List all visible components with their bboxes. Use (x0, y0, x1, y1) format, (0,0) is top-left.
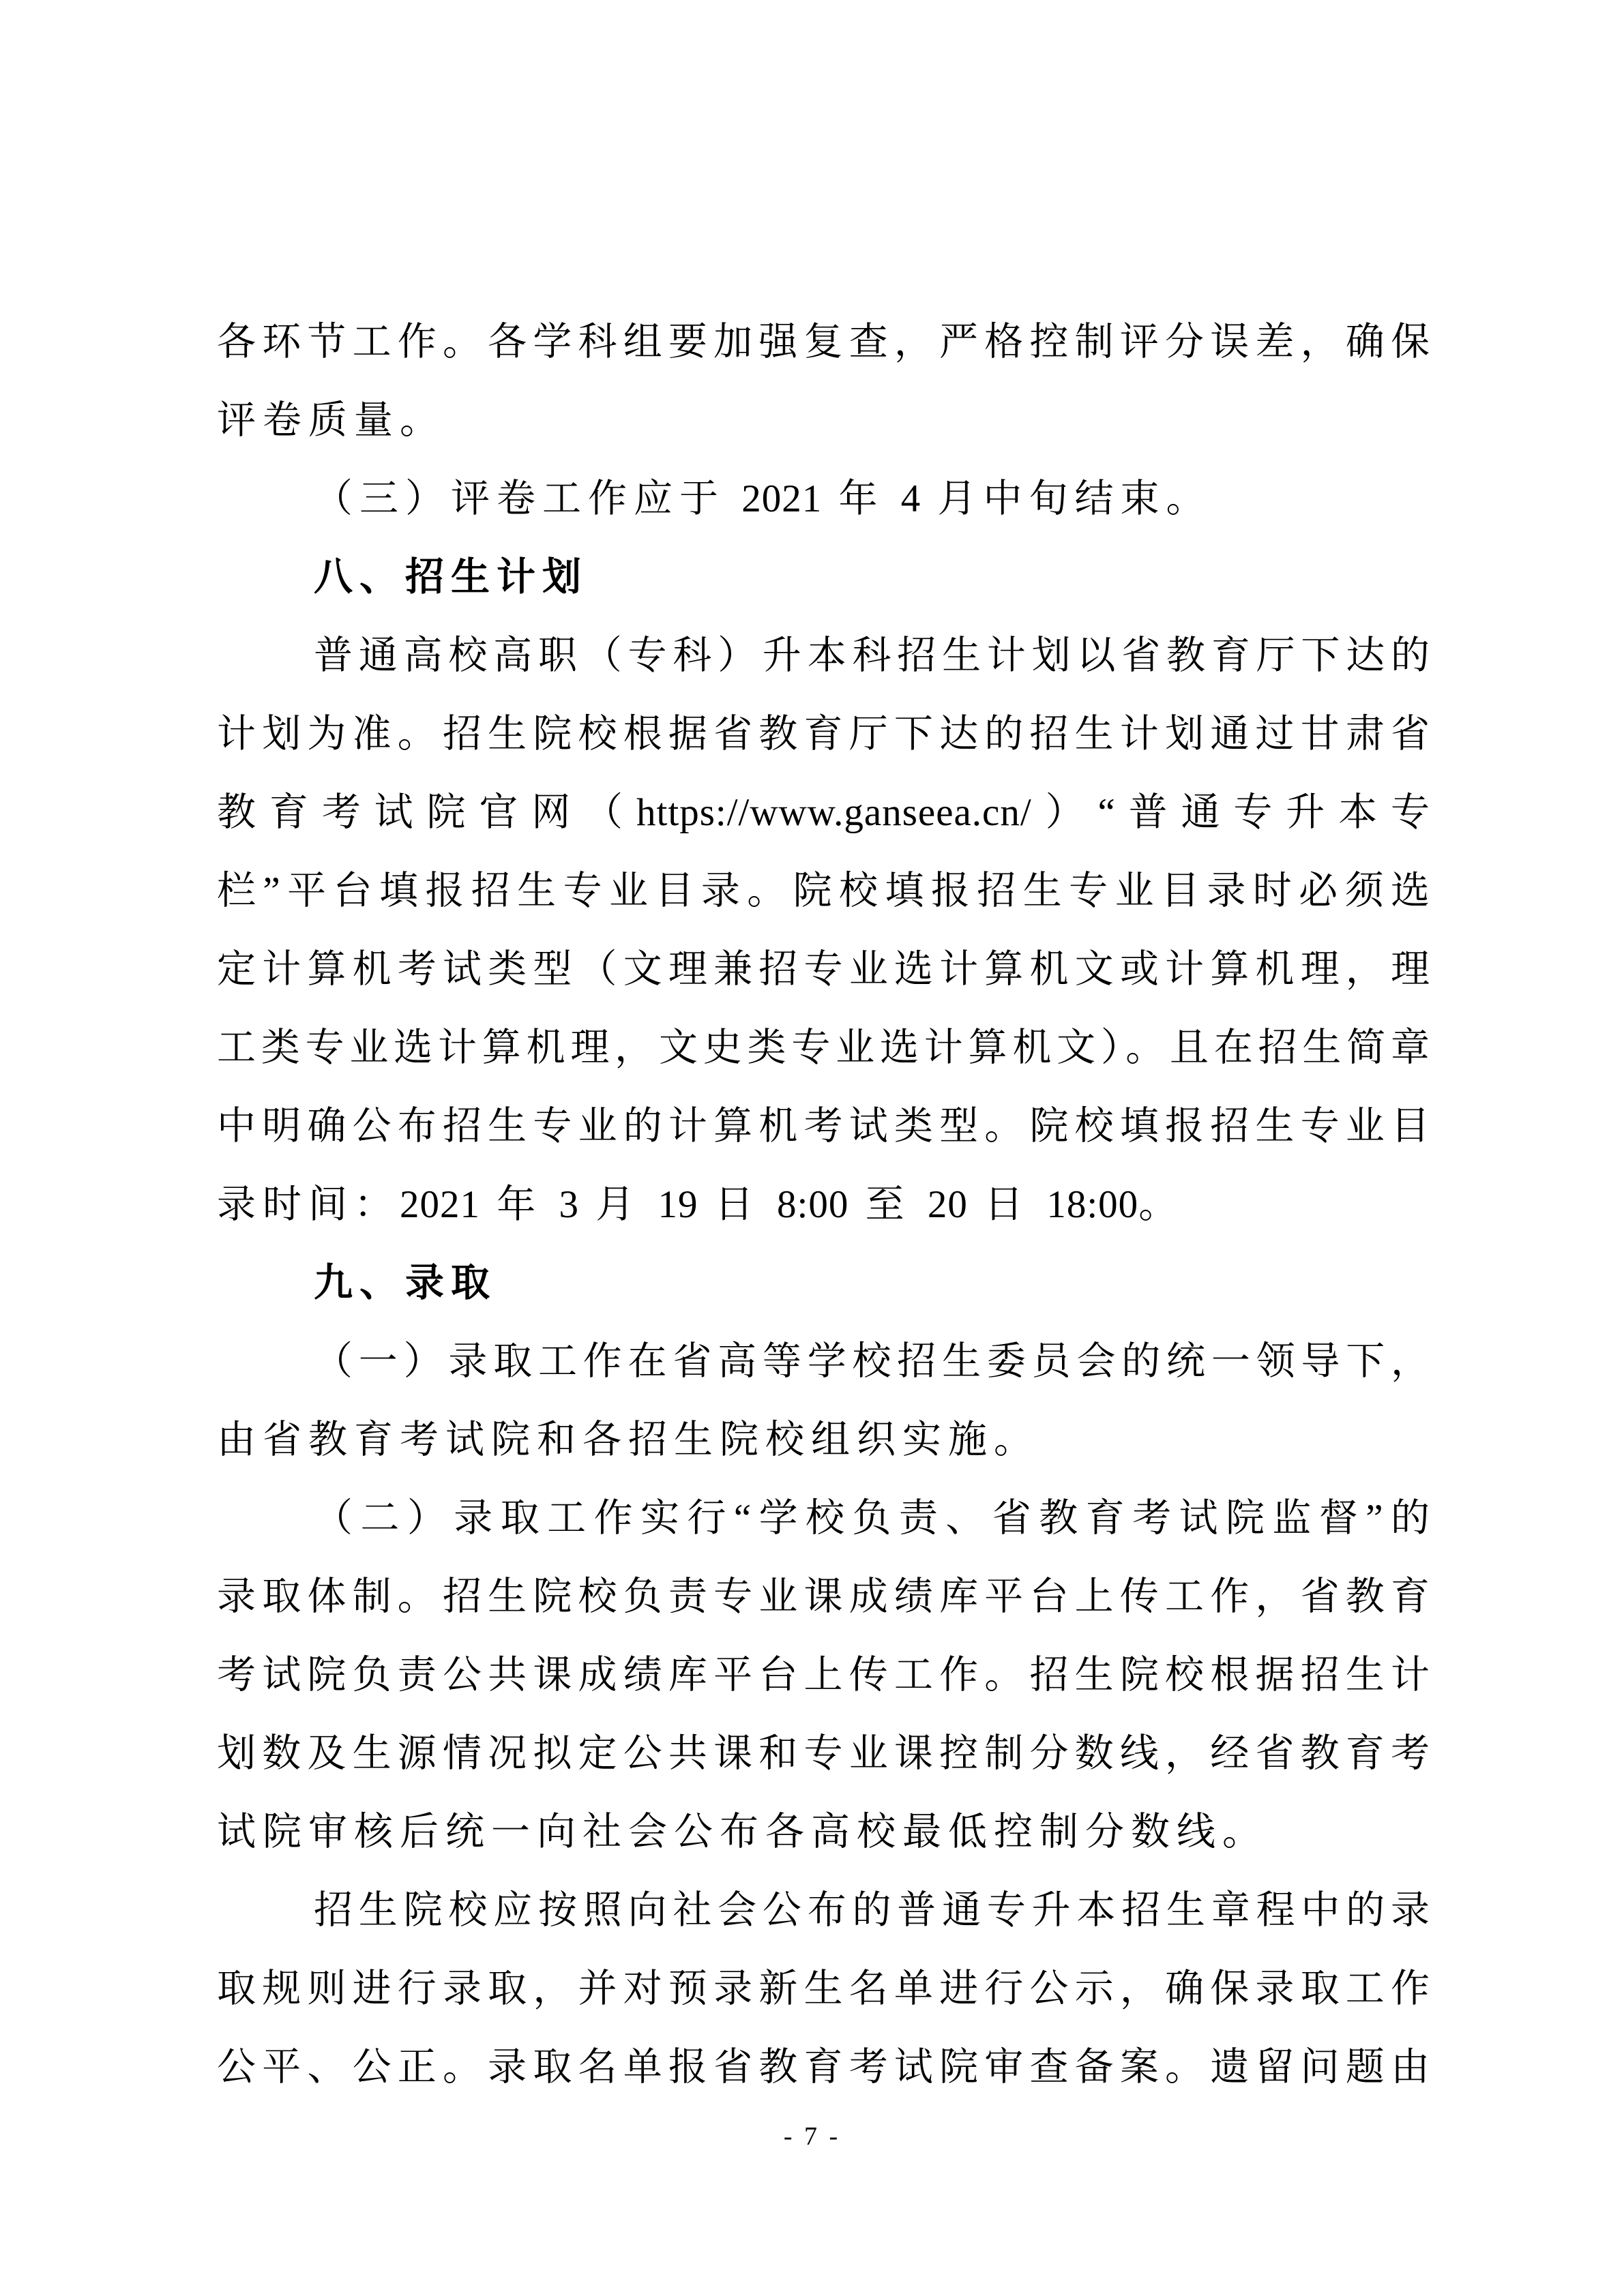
text-line: （三）评卷工作应于 2021 年 4 月中旬结束。 (314, 477, 1212, 520)
document-body (217, 303, 1430, 2106)
text-line: （一）录取工作在省高等学校招生委员会的统一领导下， (314, 1340, 1430, 1383)
text-line: 录取体制。招生院校负责专业课成绩库平台上传工作，省教育 (217, 1575, 1430, 1618)
text-line: 评卷质量。 (217, 399, 445, 442)
latin-text-run: 2021 (741, 477, 823, 520)
section-heading: 九、录取 (314, 1262, 497, 1304)
text-line: 各环节工作。各学科组要加强复查，严格控制评分误差，确保 (217, 320, 1430, 363)
text-line: 划数及生源情况拟定公共课和专业课控制分数线，经省教育考 (217, 1732, 1430, 1775)
latin-text-run: https://www.ganseea.cn/ (636, 791, 1032, 834)
text-line: 取规则进行录取，并对预录新生名单进行公示，确保录取工作 (217, 1967, 1430, 2010)
latin-text-run: 19 (658, 1183, 698, 1226)
latin-text-run: 4 (900, 477, 921, 520)
latin-text-run: 20 (927, 1183, 968, 1226)
text-line: 试院审核后统一向社会公布各高校最低控制分数线。 (217, 1810, 1268, 1853)
latin-text-run: 8:00 (777, 1183, 849, 1226)
text-line: 教育考试院官网（https://www.ganseea.cn/）“普通专升本专 (217, 791, 1430, 834)
text-line: 考试院负责公共课成绩库平台上传工作。招生院校根据招生计 (217, 1654, 1430, 1697)
text-line: 工类专业选计算机理，文史类专业选计算机文）。且在招生简章 (217, 1026, 1430, 1069)
latin-text-run: 3 (559, 1183, 579, 1226)
text-line: 招生院校应按照向社会公布的普通专升本招生章程中的录 (314, 1889, 1430, 1932)
text-line: 栏”平台填报招生专业目录。院校填报招生专业目录时必须选 (217, 869, 1430, 912)
text-line: 普通高校高职（专科）升本科招生计划以省教育厅下达的 (314, 634, 1430, 677)
text-line: 由省教育考试院和各招生院校组织实施。 (217, 1418, 1039, 1461)
text-line: 定计算机考试类型（文理兼招专业选计算机文或计算机理，理 (217, 948, 1430, 991)
section-heading: 八、招生计划 (314, 556, 588, 599)
latin-text-run: 18:00 (1046, 1183, 1139, 1226)
text-line: 计划为准。招生院校根据省教育厅下达的招生计划通过甘肃省 (217, 713, 1430, 756)
latin-text-run: 2021 (400, 1183, 480, 1226)
text-line: 中明确公布招生专业的计算机考试类型。院校填报招生专业目 (217, 1105, 1430, 1148)
page-number: - 7 - (783, 2122, 841, 2151)
text-line: 公平、公正。录取名单报省教育考试院审查备案。遗留问题由 (217, 2046, 1430, 2089)
text-line: 录时间：2021 年 3 月 19 日 8:00 至 20 日 18:00。 (217, 1183, 1185, 1226)
text-line: （二）录取工作实行“学校负责、省教育考试院监督”的 (314, 1497, 1430, 1540)
